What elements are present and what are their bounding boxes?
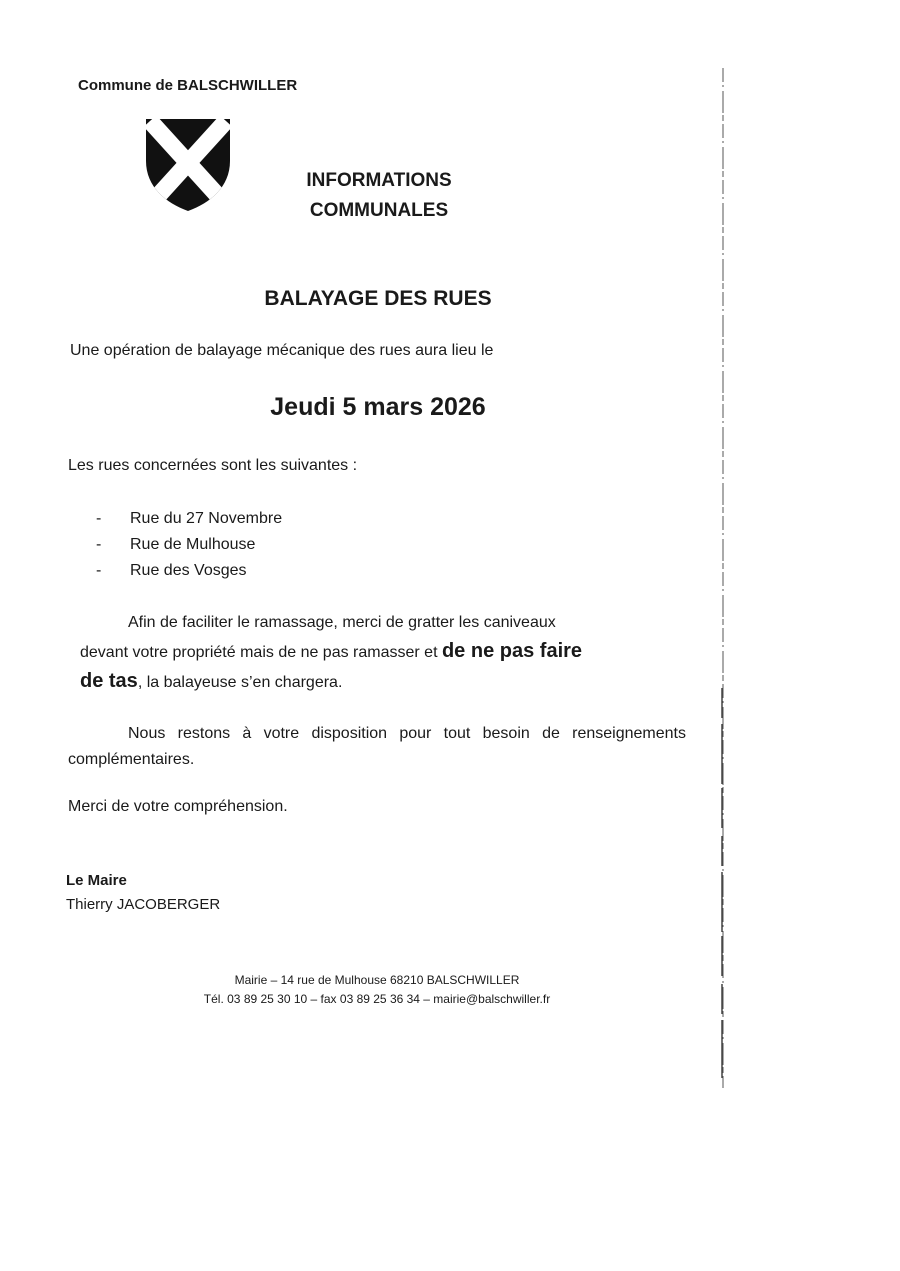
instructions-emphasis-b: de tas <box>80 670 138 692</box>
intro-text: Une opération de balayage mécanique des rues aura lieu le <box>70 342 494 359</box>
instructions-line1: Afin de faciliter le ramassage, merci de gratter les caniveaux <box>128 614 556 631</box>
info-heading <box>262 166 496 226</box>
info-heading-line1: INFORMATIONS <box>306 170 452 191</box>
instructions-line2-text: devant votre propriété mais de ne pas ramasser et <box>80 644 438 661</box>
list-item <box>96 506 282 532</box>
event-date: Jeudi 5 mars 2026 <box>270 393 486 421</box>
instructions-end: , la balayeuse s’en chargera. <box>137 674 343 691</box>
list-item <box>96 532 282 558</box>
info-heading-line2: COMMUNALES <box>309 200 449 221</box>
document-title: BALAYAGE DES RUES <box>264 287 492 310</box>
street-list <box>96 506 282 584</box>
footer-contact: Tél. 03 89 25 30 10 – fax 03 89 25 36 34 – mairie@balschwiller.fr <box>203 992 551 1006</box>
signature-title: Le Maire <box>66 872 127 889</box>
instructions-emphasis-a: de ne pas faire <box>441 640 583 662</box>
streets-intro: Les rues concernées sont les suivantes : <box>68 457 358 474</box>
street-name: Rue des Vosges <box>130 562 247 579</box>
coat-of-arms-icon <box>144 117 232 213</box>
footer-address: Mairie – 14 rue de Mulhouse 68210 BALSCHWILLER <box>234 973 520 987</box>
footer <box>130 971 624 1009</box>
instructions-line2 <box>80 637 680 667</box>
availability-paragraph: Nous restons à votre disposition pour tout besoin de renseignements complémentaires. <box>68 725 686 768</box>
instructions-paragraph <box>80 608 680 697</box>
street-name: Rue de Mulhouse <box>130 536 256 553</box>
list-item <box>96 558 282 584</box>
street-name: Rue du 27 Novembre <box>130 510 283 527</box>
list-dash: - <box>96 510 102 527</box>
signature-name: Thierry JACOBERGER <box>66 896 221 913</box>
list-dash: - <box>96 562 102 579</box>
list-dash: - <box>96 536 102 553</box>
commune-name: Commune de BALSCHWILLER <box>78 77 298 94</box>
scan-edge-line <box>720 68 726 1088</box>
instructions-line3 <box>80 667 680 697</box>
thanks-text: Merci de votre compréhension. <box>68 798 288 815</box>
